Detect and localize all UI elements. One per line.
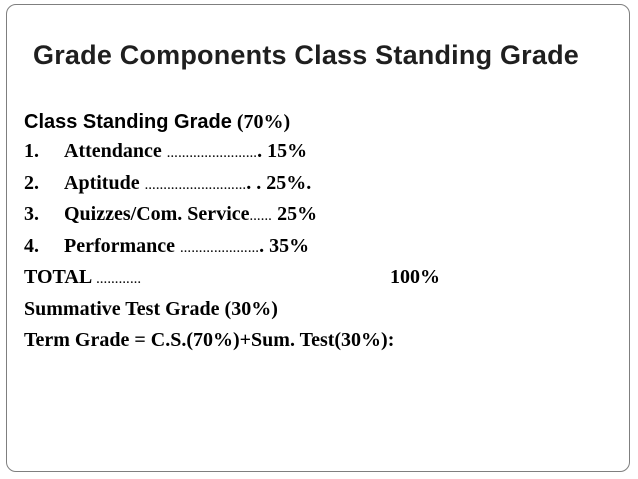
leader-dots: ………………… [180, 242, 260, 255]
item-number: 1. [24, 140, 39, 162]
leader-dots: ……………………… [144, 179, 247, 192]
slide-title: Grade Components Class Standing Grade [33, 40, 580, 70]
term-grade-formula: Term Grade = C.S.(70%)+Sum. Test(30%): [24, 329, 395, 351]
list-item-aptitude [24, 168, 624, 200]
list-item-attendance [24, 136, 624, 168]
item-value: . . 25%. [246, 171, 312, 194]
item-number: 2. [24, 171, 39, 194]
item-number: 4. [24, 234, 39, 257]
class-standing-label: Class Standing Grade [24, 111, 232, 133]
leader-dots: …… [249, 211, 273, 223]
item-label: Attendance [64, 140, 167, 162]
item-value: 25% [272, 203, 318, 225]
class-standing-percent: (70%) [236, 111, 291, 133]
total-value: 100% [390, 266, 440, 288]
total-label: TOTAL [24, 266, 97, 288]
item-label: Performance [64, 234, 181, 257]
item-label: Quizzes/Com. Service [64, 203, 250, 225]
summative-test-line: Summative Test Grade (30%) [24, 297, 278, 320]
item-value: . 35% [259, 234, 310, 257]
item-label: Aptitude [64, 171, 145, 194]
list-item-performance [24, 231, 624, 263]
item-number: 3. [24, 203, 39, 225]
leader-dots: ………… [96, 274, 142, 286]
class-standing-heading [24, 109, 290, 135]
leader-dots: …………………… [166, 148, 258, 160]
item-value: . 15% [257, 140, 308, 162]
grade-components-list [24, 136, 624, 357]
total-row [24, 262, 624, 294]
list-item-quizzes [24, 199, 624, 231]
